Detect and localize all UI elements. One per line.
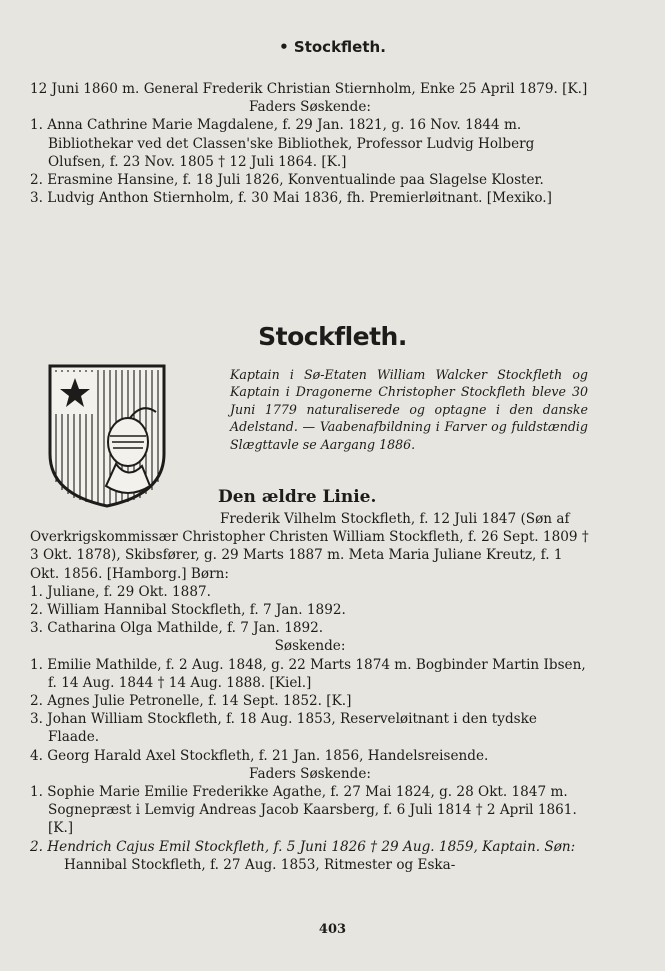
paragraph-top-0: 12 Juni 1860 m. General Frederik Christian Stiernholm, Enke 25 April 1879. [K.] <box>30 81 588 97</box>
page-number: 403 <box>318 922 347 937</box>
top-block <box>30 80 590 207</box>
list-item: 1. Sophie Marie Emilie Frederikke Agathe, f. 27 Mai 1824, g. 28 Okt. 1847 m. Sognepræst i Lemvig Andreas Jacob Kaarsberg, f. 6 Juli 1814 † 2 April 1861. [K.] <box>30 784 577 837</box>
running-head: • Stockfleth. <box>279 38 386 56</box>
family-title: Stockfleth. <box>258 322 407 351</box>
coat-of-arms-icon <box>46 362 168 510</box>
intro-paragraph <box>230 366 588 453</box>
list-item: 3. Ludvig Anthon Stiernholm, f. 30 Mai 1836, fh. Premierløitnant. [Mexiko.] <box>30 190 552 207</box>
list-item: 2. Erasmine Hansine, f. 18 Juli 1826, Konventualinde paa Slagelse Kloster. <box>30 172 544 189</box>
list-item: 3. Johan William Stockfleth, f. 18 Aug. 1853, Reserveløitnant i den tydske Flaade. <box>30 711 537 746</box>
heading-soskende: Søskende: <box>274 638 346 655</box>
list-item: 1. Juliane, f. 29 Okt. 1887. <box>30 583 211 600</box>
list-item: 1. Anna Cathrine Marie Magdalene, f. 29 Jan. 1821, g. 16 Nov. 1844 m. Bibliothekar ved det Classen'ske Bibliothek, Professor Ludvig Holberg Olufsen, f. 23 Nov. 1805 † 12 Juli 1864. [K.] <box>30 117 535 170</box>
section-subhead: Den ældre Linie. <box>218 487 377 507</box>
list-item: 3. Catharina Olga Mathilde, f. 7 Jan. 1892. <box>30 620 324 637</box>
list-item: 2. William Hannibal Stockfleth, f. 7 Jan. 1892. <box>30 602 346 619</box>
list-item: 2. Agnes Julie Petronelle, f. 14 Sept. 1852. [K.] <box>30 693 352 710</box>
list-item: 2. Hendrich Cajus Emil Stockfleth, f. 5 Juni 1826 † 29 Aug. 1859, Kaptain. Søn: <box>30 838 576 855</box>
list-item: 4. Georg Harald Axel Stockfleth, f. 21 Jan. 1856, Handelsreisende. <box>30 747 489 764</box>
intro-text: Kaptain i Sø-Etaten William Walcker Stockfleth og Kaptain i Dragonerne Christopher Stockfleth bleve 30 Juni 1779 naturaliserede og optagne i den danske Adelstand. — Vaabenafbildning i Farver og fuldstændig Slægttavle se Aargang 1886. <box>230 367 588 452</box>
paragraph-lead: Frederik Vilhelm Stockfleth, f. 12 Juli 1847 (Søn af Overkrigskommissær Christopher Christen William Stockfleth, f. 26 Sept. 1809 † 3 Okt. 1878), Skibsfører, g. 29 Marts 1887 m. Meta Maria Juliane Kreutz, f. 1 Okt. 1856. [Hamborg.] Børn: <box>30 511 589 582</box>
main-block <box>30 510 590 874</box>
heading-faders-soskende-2: Faders Søskende: <box>249 765 371 782</box>
paragraph-tail: Hannibal Stockfleth, f. 27 Aug. 1853, Ritmester og Eska- <box>64 856 456 873</box>
list-item: 1. Emilie Mathilde, f. 2 Aug. 1848, g. 22 Marts 1874 m. Bogbinder Martin Ibsen, f. 14 Aug. 1844 † 14 Aug. 1888. [Kiel.] <box>30 656 586 691</box>
heading-faders-soskende-1: Faders Søskende: <box>249 99 371 116</box>
